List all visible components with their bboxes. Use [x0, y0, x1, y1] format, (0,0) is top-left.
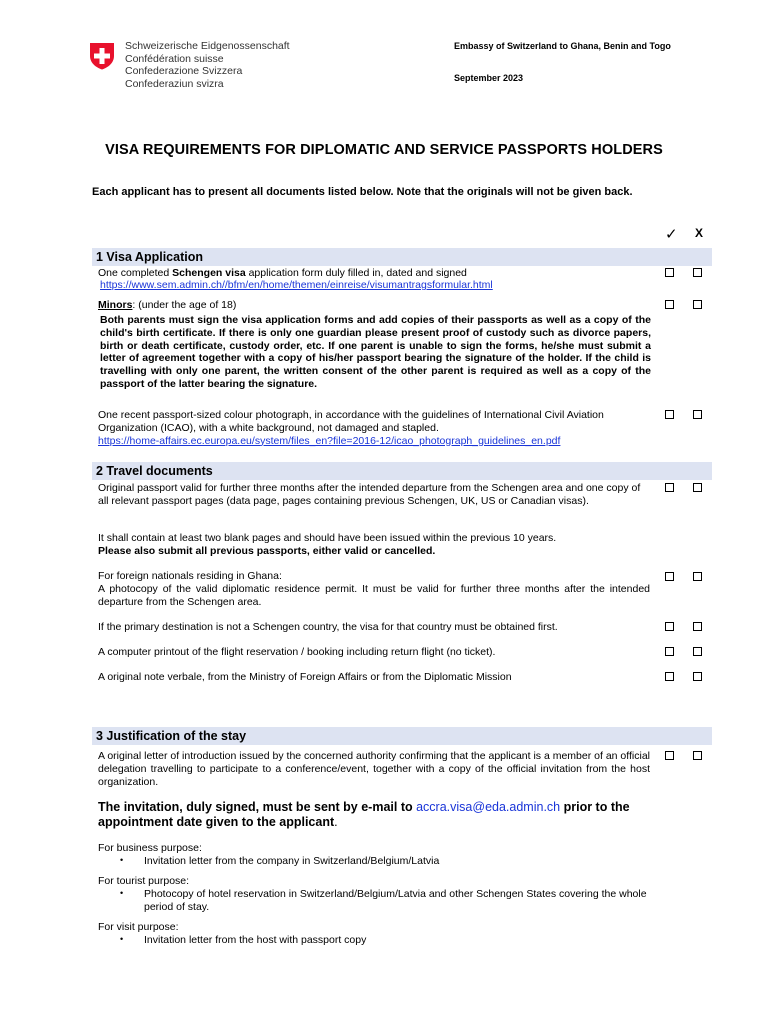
checkbox-yes[interactable] — [665, 751, 674, 760]
bullet-icon: • — [120, 934, 124, 944]
check-column-header: ✓ — [665, 226, 678, 243]
checkbox-no[interactable] — [693, 410, 702, 419]
checkbox-no[interactable] — [693, 622, 702, 631]
visit-purpose-label: For visit purpose: — [98, 921, 179, 933]
tourist-purpose-item: Photocopy of hotel reservation in Switzerland/Belgium/Latvia and other Schengen States covering the whole period of stay. — [144, 888, 647, 913]
checkbox-no[interactable] — [693, 268, 702, 277]
cross-column-header: X — [695, 226, 704, 240]
visit-purpose-item: Invitation letter from the host with passport copy — [144, 934, 367, 946]
minors-heading: Minors: (under the age of 18) — [98, 299, 237, 311]
application-form-link-row — [100, 279, 652, 292]
icao-guidelines-link[interactable]: https://home-affairs.ec.europa.eu/system/files_en?file=2016-12/icao_photograph_guidelines_en.pdf — [98, 434, 561, 447]
checkbox-yes[interactable] — [665, 647, 674, 656]
checkbox-yes[interactable] — [665, 300, 674, 309]
swiss-cross-logo — [88, 42, 116, 70]
minors-requirements: Both parents must sign the visa application forms and add copies of their passports as well as a copy of the child's birth certificate. If there is only one guardian please present proof of custody such as divorce papers, birth or death certificate, custody order, etc. If one parent is unable to sign the forms, he/she must submit a letter of agreement together with a copy of his/her passport bearing the signature of the holder. If the child is travelling with only one parent, the written consent of the other parent is required as well as a copy of the passport of the latter bearing the signature. — [100, 314, 651, 390]
blank-pages-note: It shall contain at least two blank pages and should have been issued within the previous 10 years. — [98, 532, 557, 544]
checkbox-yes[interactable] — [665, 622, 674, 631]
invitation-instruction: The invitation, duly signed, must be sent by e-mail to accra.visa@eda.admin.ch prior to the appointment date given to the applicant. — [98, 800, 630, 829]
flight-reservation-requirement: A computer printout of the flight reservation / booking including return flight (no ticket). — [98, 646, 496, 658]
primary-destination-note: If the primary destination is not a Schengen country, the visa for that country must be obtained first. — [98, 621, 558, 633]
residence-permit-requirement: A photocopy of the valid diplomatic residence permit. It must be valid for further three months after the intended departure from the Schengen area. — [98, 583, 650, 608]
application-form-item: One completed Schengen visa application form duly filled in, dated and signed — [98, 267, 467, 279]
document-date: September 2023 — [454, 73, 524, 83]
intro-text: Each applicant has to present all documents listed below. Note that the originals will not be given back. — [92, 186, 633, 198]
bullet-icon: • — [120, 855, 124, 865]
photo-requirement: One recent passport-sized colour photograph, in accordance with the guidelines of International Civil Aviation Organization (ICAO), with a white background, not damaged and stapled. https://home-affairs.ec.europa.eu/system/files_en?file=2016-12/icao_photograph_guidelines_en.pdf — [98, 409, 604, 447]
checkbox-yes[interactable] — [665, 483, 674, 492]
org-name-de: Schweizerische Eidgenossenschaft — [125, 40, 290, 52]
section-visa-application: 1 Visa Application — [92, 248, 712, 266]
embassy-name: Embassy of Switzerland to Ghana, Benin and Togo — [454, 41, 671, 51]
section-travel-documents: 2 Travel documents — [92, 462, 712, 480]
bullet-icon: • — [120, 888, 124, 898]
checkbox-yes[interactable] — [665, 572, 674, 581]
section-justification-of-stay: 3 Justification of the stay — [92, 727, 712, 745]
application-form-link[interactable]: https://www.sem.admin.ch//bfm/en/home/themen/einreise/visumantragsformular.html — [100, 279, 493, 291]
org-name-rm: Confederaziun svizra — [125, 77, 224, 90]
previous-passports-note: Please also submit all previous passports, either valid or cancelled. — [98, 545, 436, 557]
checkbox-no[interactable] — [693, 483, 702, 492]
org-name-block — [125, 40, 290, 90]
org-name-it: Confederazione Svizzera — [125, 65, 243, 77]
checkbox-no[interactable] — [693, 672, 702, 681]
page-title: VISA REQUIREMENTS FOR DIPLOMATIC AND SERVICE PASSPORTS HOLDERS — [105, 142, 663, 158]
checkbox-no[interactable] — [693, 751, 702, 760]
checkbox-no[interactable] — [693, 300, 702, 309]
checkbox-no[interactable] — [693, 572, 702, 581]
foreign-nationals-label: For foreign nationals residing in Ghana: — [98, 570, 282, 582]
introduction-letter-requirement: A original letter of introduction issued by the concerned authority confirming that the applicant is a member of an official delegation travelling to participate to a conference/event, together with a copy of the official invitation from the host organization. — [98, 750, 650, 788]
note-verbale-requirement: A original note verbale, from the Ministry of Foreign Affairs or from the Diplomatic Mission — [98, 671, 512, 683]
business-purpose-item: Invitation letter from the company in Switzerland/Belgium/Latvia — [144, 855, 440, 867]
business-purpose-label: For business purpose: — [98, 842, 202, 854]
checkbox-yes[interactable] — [665, 268, 674, 277]
tourist-purpose-label: For tourist purpose: — [98, 875, 190, 887]
embassy-email-link[interactable]: accra.visa@eda.admin.ch — [416, 800, 561, 814]
checkbox-yes[interactable] — [665, 410, 674, 419]
passport-requirement: Original passport valid for further three months after the intended departure from the Schengen area and one copy of all relevant passport pages (data page, pages containing previous Schengen, UK, US or Canadian visas). — [98, 482, 641, 507]
checkbox-yes[interactable] — [665, 672, 674, 681]
org-name-fr: Confédération suisse — [125, 52, 224, 65]
checkbox-no[interactable] — [693, 647, 702, 656]
